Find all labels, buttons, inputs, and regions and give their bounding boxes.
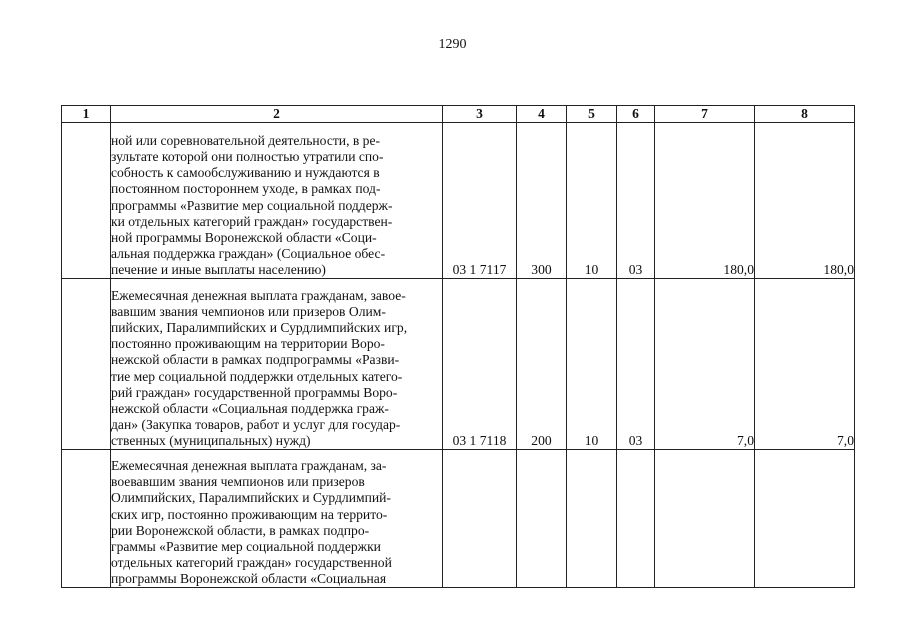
budget-table	[61, 105, 855, 588]
amount-cell-7	[655, 450, 755, 588]
row-number-cell	[62, 450, 111, 588]
description-line: ских игр, постоянно проживающим на террито-	[111, 506, 388, 522]
description-cell	[111, 450, 443, 588]
section-cell: 10	[567, 279, 617, 450]
description-line: ной или соревновательной деятельности, в ре-	[111, 133, 381, 149]
description-line: рий граждан» государственной программы Воро-	[111, 384, 398, 400]
subsection-cell: 03	[617, 123, 655, 279]
header-col-3: 3	[443, 106, 517, 123]
description-cell	[111, 279, 443, 450]
amount-cell-7: 7,0	[655, 279, 755, 450]
table-row	[62, 279, 855, 450]
amount-cell-7: 180,0	[655, 123, 755, 279]
header-col-4: 4	[517, 106, 567, 123]
description-line: нежской области в рамках подпрограммы «Разви-	[111, 352, 400, 368]
description-line: нежской области «Социальная поддержка граж-	[111, 400, 389, 416]
amount-cell-8: 7,0	[755, 279, 855, 450]
row-number-cell	[62, 279, 111, 450]
subsection-cell: 03	[617, 279, 655, 450]
description-line: Ежемесячная денежная выплата гражданам, за-	[111, 458, 387, 474]
table-row	[62, 450, 855, 588]
description-line: ственных (муниципальных) нужд)	[111, 432, 311, 448]
header-row	[62, 106, 855, 123]
expense-type-cell	[517, 450, 567, 588]
description-line: воевавшим звания чемпионов или призеров	[111, 474, 365, 490]
description-line: постоянно проживающим на территории Воро-	[111, 336, 385, 352]
description-line: постоянном постороннем уходе, в рамках под-	[111, 181, 381, 197]
row-number-cell	[62, 123, 111, 279]
expense-type-cell: 200	[517, 279, 567, 450]
expense-type-cell: 300	[517, 123, 567, 279]
description-line: отдельных категорий граждан» государственной	[111, 554, 392, 570]
amount-cell-8	[755, 450, 855, 588]
subsection-cell	[617, 450, 655, 588]
description-line: зультате которой они полностью утратили спо-	[111, 149, 384, 165]
target-code-cell: 03 1 7117	[443, 123, 517, 279]
target-code-cell: 03 1 7118	[443, 279, 517, 450]
description-line: пийских, Паралимпийских и Сурдлимпийских игр,	[111, 320, 408, 336]
description-line: собность к самообслуживанию и нуждаются в	[111, 165, 380, 181]
description-line: программы «Развитие мер социальной поддерж-	[111, 197, 393, 213]
description-line: ной программы Воронежской области «Соци-	[111, 229, 377, 245]
description-line: ки отдельных категорий граждан» государствен-	[111, 213, 393, 229]
description-line: Олимпийских, Паралимпийских и Сурдлимпий-	[111, 490, 391, 506]
table-row	[62, 123, 855, 279]
description-line: дан» (Закупка товаров, работ и услуг для государ-	[111, 416, 401, 432]
description-line: вавшим звания чемпионов или призеров Олим-	[111, 304, 386, 320]
header-col-8: 8	[755, 106, 855, 123]
header-col-6: 6	[617, 106, 655, 123]
description-line: граммы «Развитие мер социальной поддержки	[111, 538, 381, 554]
description-line: альная поддержка граждан» (Социальное обес-	[111, 245, 386, 261]
header-col-1: 1	[62, 106, 111, 123]
description-line: рии Воронежской области, в рамках подпро-	[111, 522, 370, 538]
header-col-7: 7	[655, 106, 755, 123]
description-line: тие мер социальной поддержки отдельных катего-	[111, 368, 403, 384]
description-line: программы Воронежской области «Социальная	[111, 570, 387, 586]
target-code-cell	[443, 450, 517, 588]
section-cell	[567, 450, 617, 588]
header-col-2: 2	[111, 106, 443, 123]
description-line: Ежемесячная денежная выплата гражданам, завое-	[111, 288, 406, 304]
header-col-5: 5	[567, 106, 617, 123]
page-number: 1290	[438, 37, 467, 52]
description-line: печение и иные выплаты населению)	[111, 261, 326, 277]
section-cell: 10	[567, 123, 617, 279]
amount-cell-8: 180,0	[755, 123, 855, 279]
description-cell	[111, 123, 443, 279]
